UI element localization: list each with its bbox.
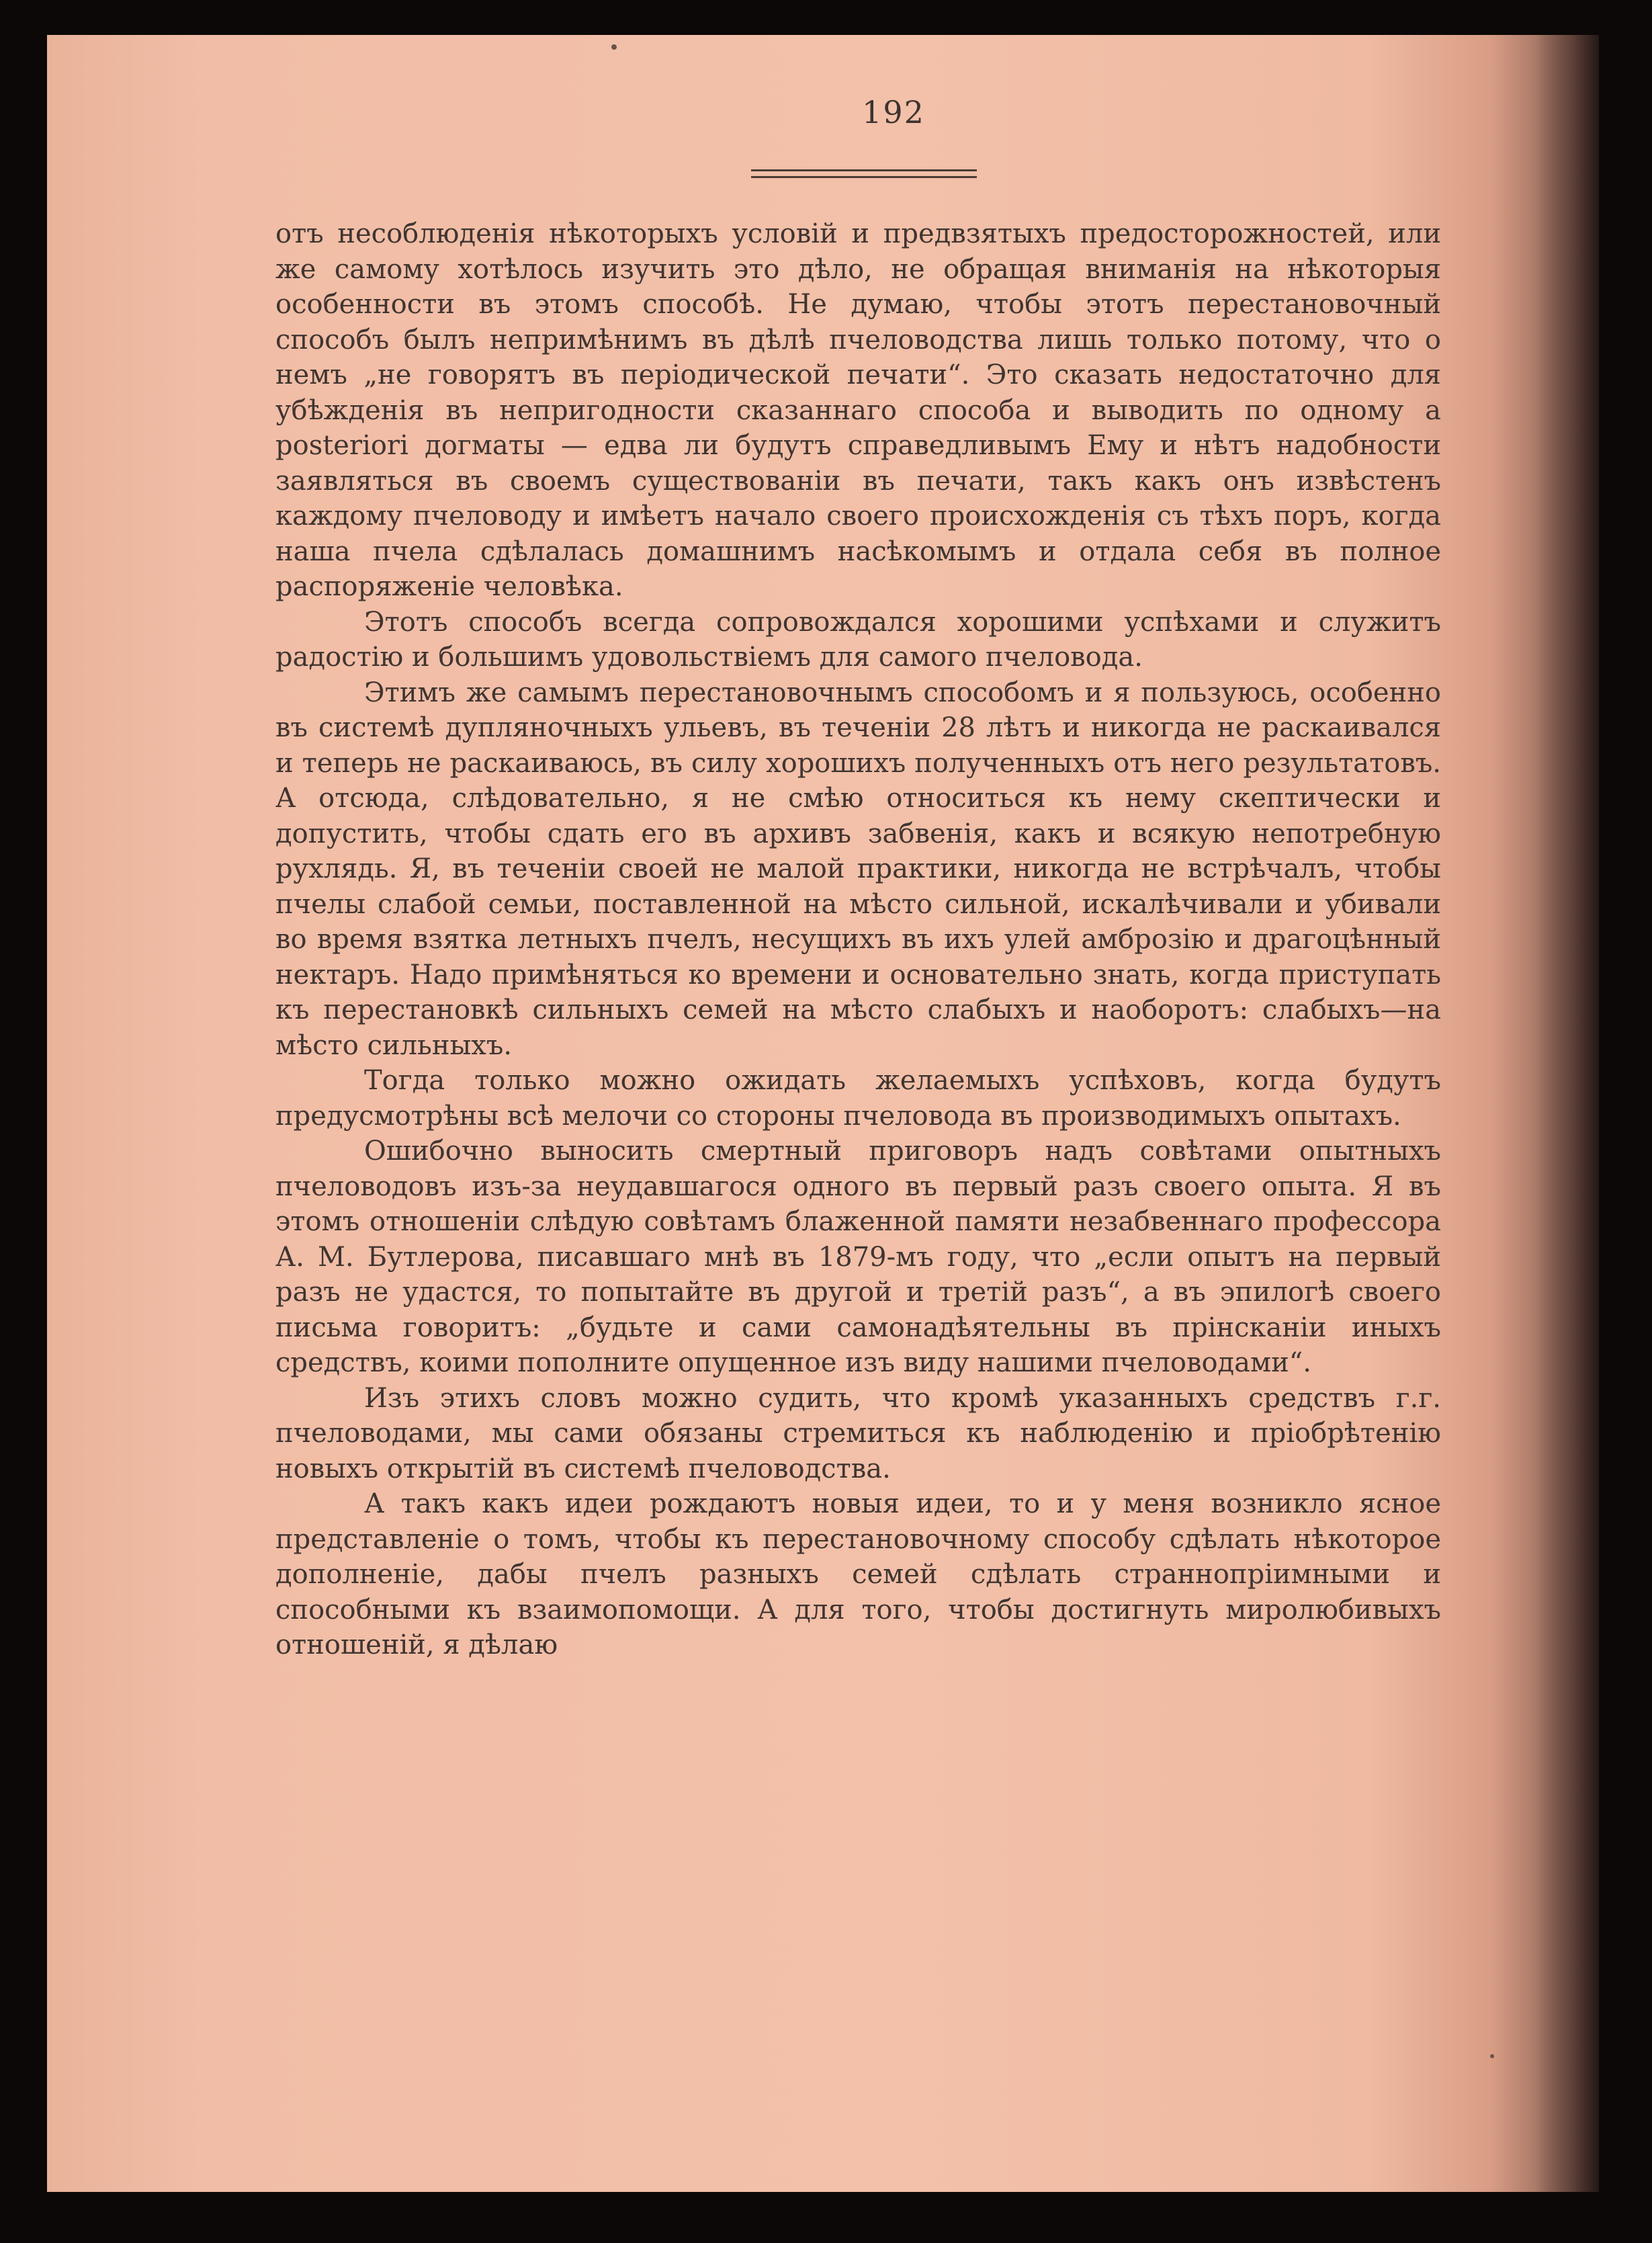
page-number-rule [751,176,977,178]
paragraph: Этотъ способъ всегда сопровождался хорошими успѣхами и служитъ радостію и большимъ удовольствіемъ для самого пчеловода. [275,606,1441,673]
page-number: 192 [862,94,925,130]
ink-speck [611,44,617,50]
paragraph: А такъ какъ идеи рождаютъ новыя идеи, то и у меня возникло ясное представленіе о томъ, чтобы къ перестановочному способу сдѣлать нѣкоторое дополненіе, дабы пчелъ разныхъ семей сдѣлать страннопріимными и способными къ взаимопомощи. А для того, чтобы достигнуть миролюбивыхъ отношеній, я дѣлаю [275,1488,1441,1660]
paragraph: Ошибочно выносить смертный приговоръ надъ совѣтами опытныхъ пчеловодовъ изъ-за неудавшагося одного въ первый разъ своего опыта. Я въ этомъ отношеніи слѣдую совѣтамъ блаженной памяти незабвеннаго профессора А. М. Бутлерова, писавшаго мнѣ въ 1879-мъ году, что „если опытъ на первый разъ не удастся, то попытайте въ другой и третій разъ“, а въ эпилогѣ своего письма говоритъ: „будьте и сами самонадѣятельны въ прінсканіи иныхъ средствъ, коими пополните опущенное изъ виду нашими пчеловодами“. [275,1136,1441,1378]
paragraph: Этимъ же самымъ перестановочнымъ способомъ и я пользуюсь, особенно въ системѣ дупляночныхъ ульевъ, въ теченіи 28 лѣтъ и никогда не раскаивался и теперь не раскаиваюсь, въ силу хорошихъ полученныхъ отъ него результатовъ. А отсюда, слѣдовательно, я не смѣю относиться къ нему скептически и допустить, чтобы сдать его въ архивъ забвенія, какъ и всякую непотребную рухлядь. Я, въ теченіи своей не малой практики, никогда не встрѣчалъ, чтобы пчелы слабой семьи, поставленной на мѣсто сильной, искалѣчивали и убивали во время взятка летныхъ пчелъ, несущихъ въ ихъ улей амброзію и драгоцѣнный нектаръ. Надо примѣняться ко времени и основательно знать, когда приступать къ перестановкѣ сильныхъ семей на мѣсто слабыхъ и наоборотъ: слабыхъ—на мѣсто сильныхъ. [275,677,1441,1061]
ink-speck [1490,2054,1494,2058]
page-binding-shadow [1535,35,1599,2192]
paragraph: Изъ этихъ словъ можно судить, что кромѣ указанныхъ средствъ г.г. пчеловодами, мы сами обязаны стремиться къ наблюденію и пріобрѣтенію новыхъ открытій въ системѣ пчеловодства. [275,1382,1441,1484]
body-text [275,216,1441,1663]
paragraph: Тогда только можно ожидать желаемыхъ успѣховъ, когда будутъ предусмотрѣны всѣ мелочи со стороны пчеловода въ производимыхъ опытахъ. [275,1065,1441,1132]
paragraph: отъ несоблюденія нѣкоторыхъ условій и предвзятыхъ предосторожностей, или же самому хотѣлось изучить это дѣло, не обращая вниманія на нѣкоторыя особенности въ этомъ способѣ. Не думаю, чтобы этотъ перестановочный способъ былъ непримѣнимъ въ дѣлѣ пчеловодства лишь только потому, что о немъ „не говорятъ въ періодической печати“. Это сказать недостаточно для убѣжденія въ непригодности сказаннаго способа и выводить по одному а posteriori догматы — едва ли будутъ справедливымъ Ему и нѣтъ надобности заявляться въ своемъ существованіи въ печати, такъ какъ онъ извѣстенъ каждому пчеловоду и имѣетъ начало своего происхожденія съ тѣхъ поръ, когда наша пчела сдѣлалась домашнимъ насѣкомымъ и отдала себя въ полное распоряженіе человѣка. [275,218,1441,602]
page-number-rule [751,169,977,171]
